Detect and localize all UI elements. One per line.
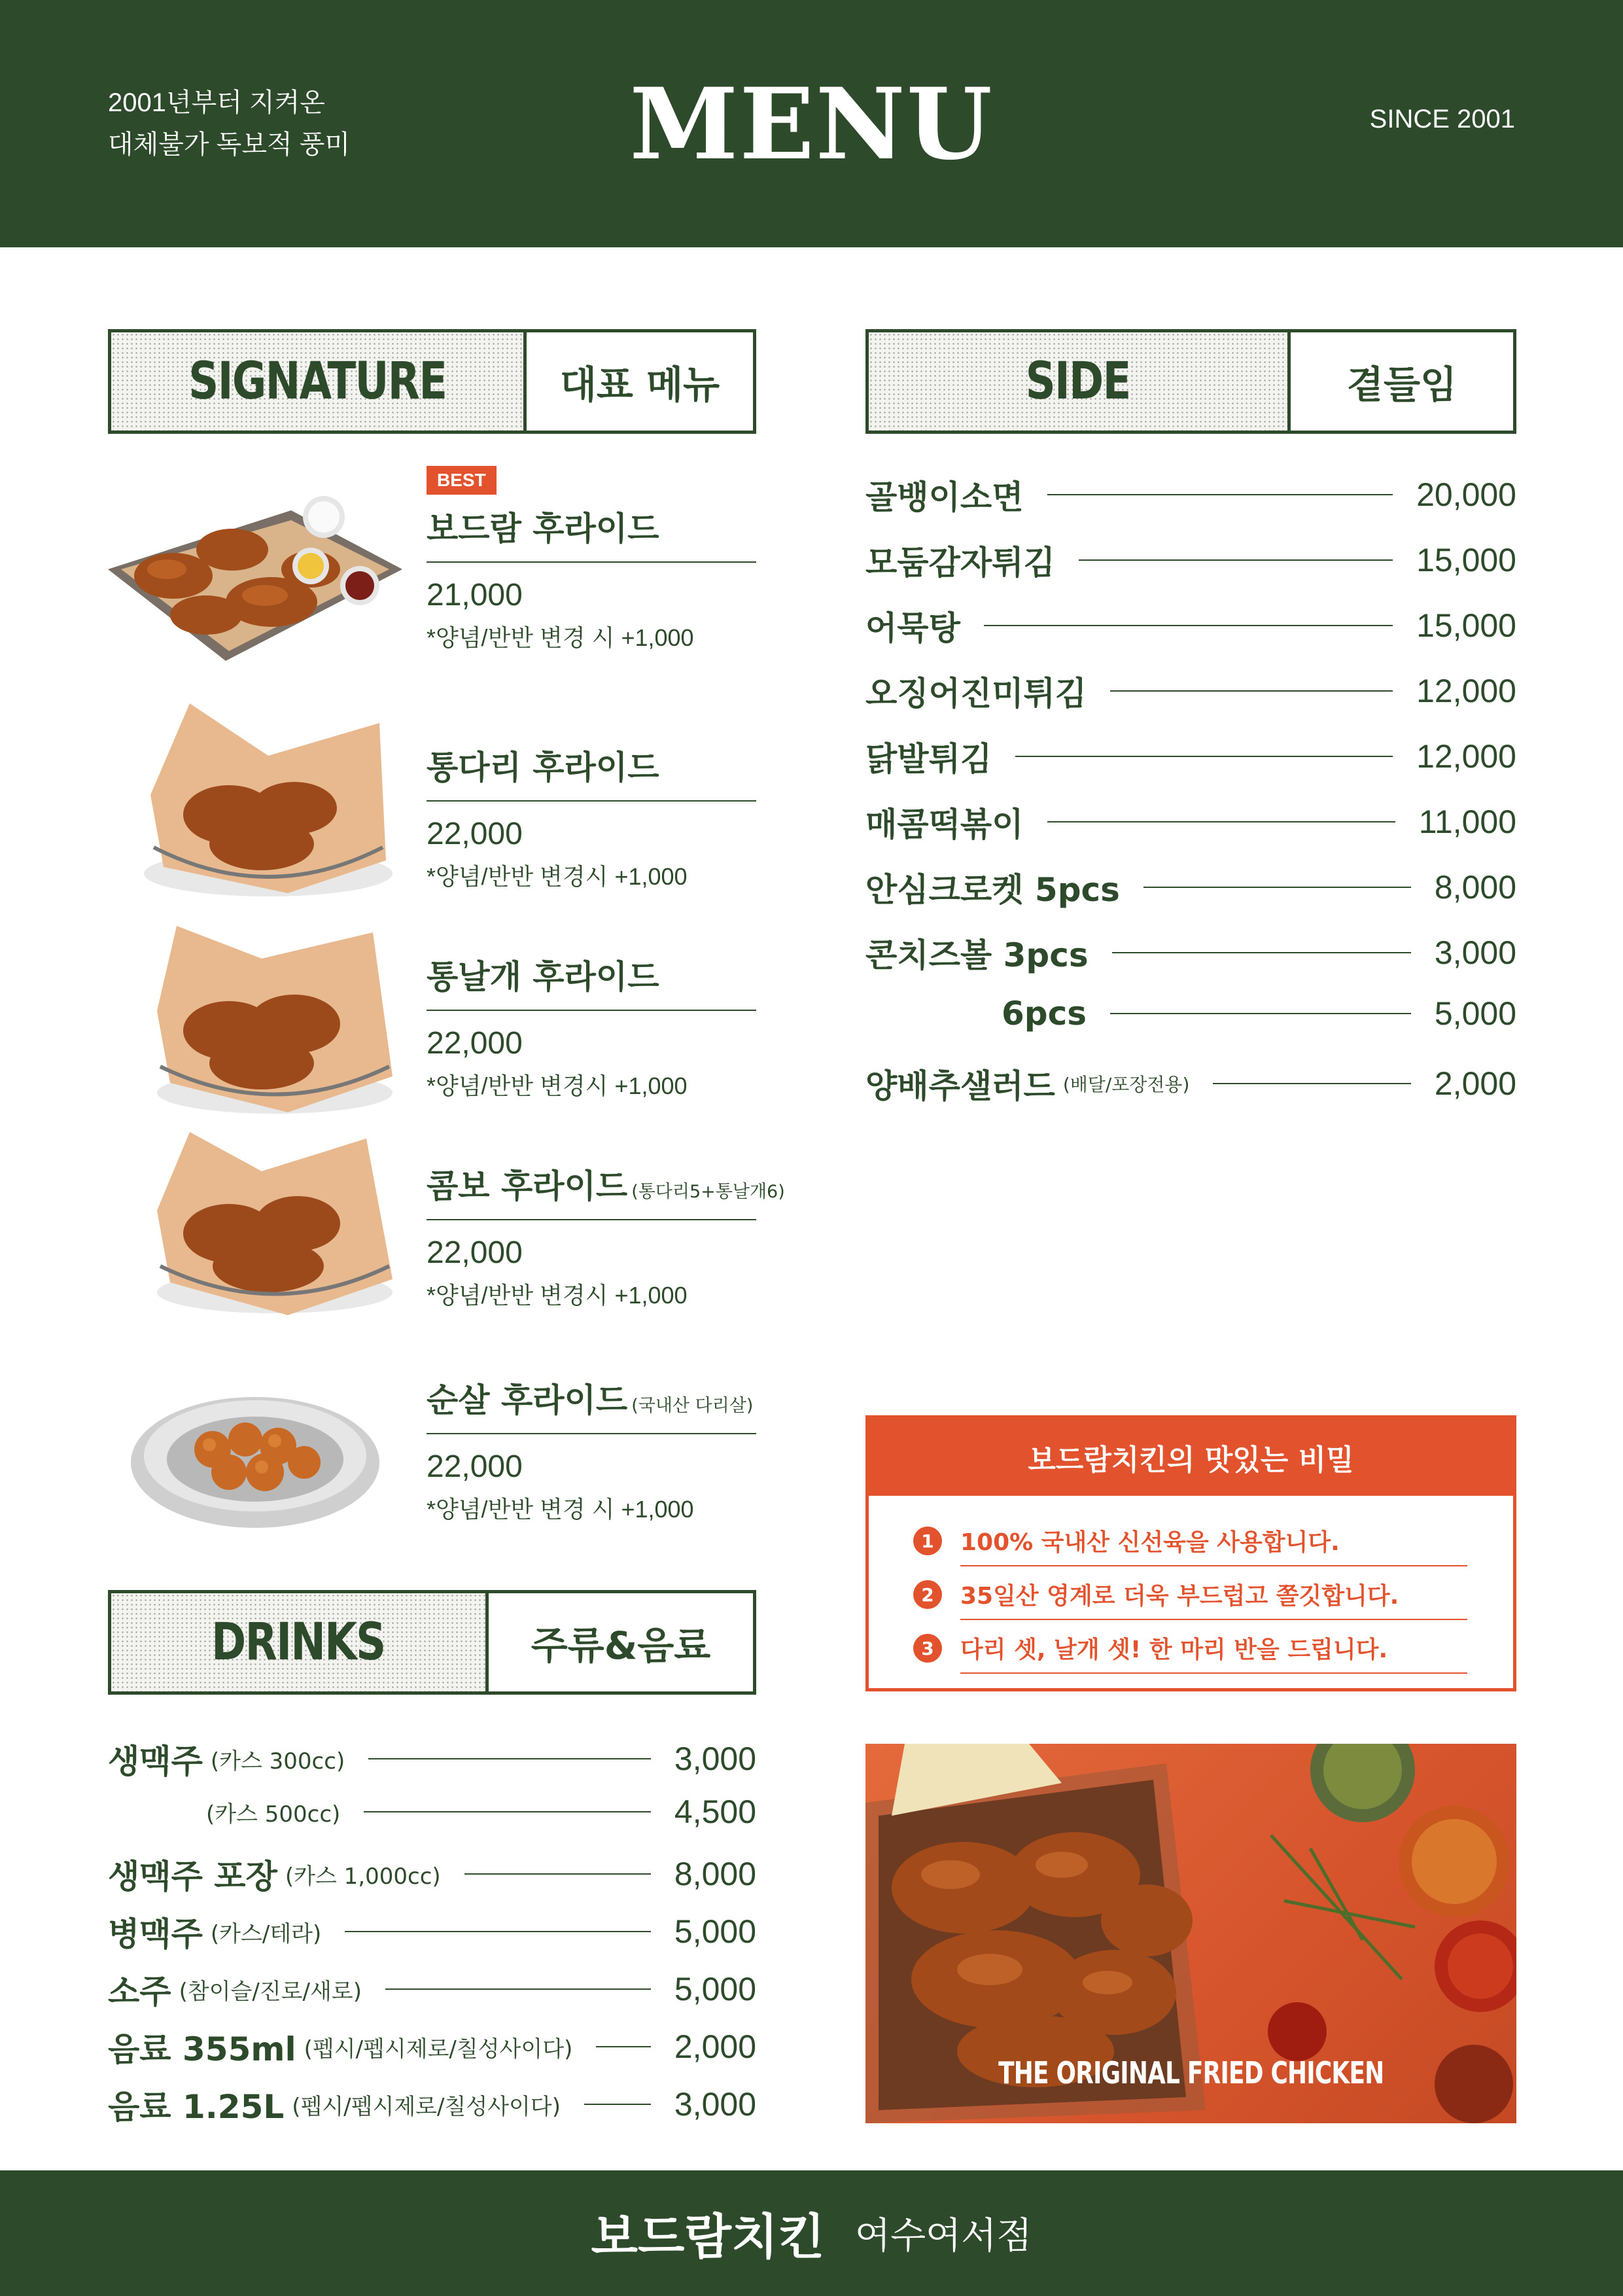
best-badge: BEST <box>427 466 497 495</box>
side-price: 15,000 <box>1416 542 1516 578</box>
drink-sub: (카스 500cc) <box>206 1801 341 1828</box>
secret-text: 35일산 영계로 더욱 부드럽고 쫄깃합니다. <box>960 1570 1467 1620</box>
side-name: 양배추샐러드 <box>865 1067 1055 1105</box>
secret-text: 다리 셋, 날개 셋! 한 마리 반을 드립니다. <box>960 1623 1467 1674</box>
side-row <box>865 667 1516 715</box>
side-name: 콘치즈볼 3pcs <box>865 936 1089 974</box>
signature-title-ko: 대표 메뉴 <box>559 362 720 407</box>
drinks-section-header <box>108 1590 756 1695</box>
number-badge: 1 <box>913 1527 942 1555</box>
side-name: 어묵탕 <box>865 609 960 647</box>
leader-line <box>1213 1083 1410 1084</box>
side-row <box>865 1060 1516 1107</box>
item-name: 통날개 후라이드 <box>427 958 659 996</box>
drink-row <box>108 1735 756 1782</box>
leader-line <box>368 1758 651 1759</box>
drink-sub: (펩시/펩시제로/칠성사이다) <box>304 2036 573 2062</box>
drink-price: 3,000 <box>674 2086 756 2123</box>
drink-name: 소주 <box>108 1973 171 2011</box>
drink-price: 3,000 <box>674 1740 756 1777</box>
menu-item-name <box>427 1374 756 1434</box>
drink-name: 음료 1.25L <box>108 2088 285 2126</box>
drink-sub: (참이슬/진로/새로) <box>179 1978 362 2005</box>
item-extra-note: *양념/반반 변경시 +1,000 <box>427 863 688 890</box>
boneless-chicken-bowl-photo <box>128 1374 383 1538</box>
drink-price: 2,000 <box>674 2028 756 2065</box>
side-sub: (배달/포장전용) <box>1062 1074 1190 1095</box>
side-price: 11,000 <box>1418 804 1516 840</box>
leader-line <box>1047 821 1395 822</box>
side-row <box>865 929 1516 976</box>
side-price: 2,000 <box>1434 1065 1516 1102</box>
side-row <box>865 798 1516 845</box>
secret-item <box>913 1514 1467 1568</box>
secret-text: 100% 국내산 신선육을 사용합니다. <box>960 1516 1467 1566</box>
secret-item <box>913 1621 1467 1675</box>
leader-line <box>984 625 1393 626</box>
side-name: 안심크로켓 5pcs <box>865 871 1120 909</box>
leader-line <box>464 1873 651 1875</box>
side-name: 6pcs <box>1002 995 1087 1033</box>
footer-bar <box>0 2170 1623 2296</box>
side-row <box>865 471 1516 518</box>
leader-line <box>1143 887 1411 888</box>
fried-chicken-basket-photo-1 <box>118 697 412 906</box>
since-label: SINCE 2001 <box>1369 105 1515 133</box>
signature-item-3 <box>427 951 756 1101</box>
fried-chicken-basket-photo-3 <box>131 1125 412 1322</box>
menu-item-name <box>427 951 756 1011</box>
item-extra-note: *양념/반반 변경시 +1,000 <box>427 1282 688 1309</box>
side-row <box>865 733 1516 780</box>
drink-name: 생맥주 <box>108 1742 203 1780</box>
side-price: 12,000 <box>1416 673 1516 709</box>
item-price: 21,000 <box>427 578 523 612</box>
drinks-title-en: DRINKS <box>111 1593 489 1691</box>
menu-item-name <box>427 503 756 563</box>
leader-line <box>1047 494 1393 495</box>
brand-name: 보드람치킨 <box>591 2209 825 2265</box>
side-title-ko: 곁들임 <box>1346 362 1457 407</box>
signature-item-4 <box>427 1160 785 1311</box>
drink-name: 생맥주 포장 <box>108 1858 277 1896</box>
side-name: 모둠감자튀김 <box>865 544 1055 582</box>
item-price: 22,000 <box>427 1449 523 1484</box>
signature-item-1 <box>427 466 756 653</box>
item-extra-note: *양념/반반 변경 시 +1,000 <box>427 1496 694 1523</box>
secret-box <box>865 1415 1516 1691</box>
item-extra-note: *양념/반반 변경 시 +1,000 <box>427 624 694 651</box>
drink-row <box>108 1793 756 1831</box>
number-badge: 2 <box>913 1580 942 1609</box>
item-price: 22,000 <box>427 817 523 851</box>
fried-chicken-hero-photo <box>865 1744 1516 2123</box>
item-name: 보드람 후라이드 <box>427 510 659 548</box>
drink-row <box>108 1966 756 2013</box>
side-name: 닭발튀김 <box>865 740 992 778</box>
menu-item-name <box>427 1160 785 1220</box>
side-row <box>865 537 1516 584</box>
signature-item-2 <box>427 741 756 892</box>
tagline-line-2: 대체불가 독보적 풍미 <box>108 130 350 159</box>
side-section-header <box>865 329 1516 434</box>
item-name: 통다리 후라이드 <box>427 749 659 786</box>
side-price: 20,000 <box>1416 476 1516 513</box>
leader-line <box>584 2104 651 2105</box>
drink-sub: (펩시/펩시제로/칠성사이다) <box>292 2093 561 2120</box>
side-price: 15,000 <box>1416 607 1516 644</box>
side-price: 8,000 <box>1434 869 1516 906</box>
leader-line <box>1110 690 1393 692</box>
drink-price: 8,000 <box>674 1856 756 1892</box>
drink-price: 5,000 <box>674 1971 756 2007</box>
leader-line <box>1015 756 1393 757</box>
side-price: 3,000 <box>1434 934 1516 971</box>
branch-name: 여수여서점 <box>854 2215 1032 2257</box>
leader-line <box>364 1811 651 1812</box>
item-name-note: (통다리5+통날개6) <box>631 1182 785 1202</box>
drink-row <box>108 1850 756 1898</box>
drink-name: 음료 355ml <box>108 2030 296 2068</box>
leader-line <box>596 2046 651 2047</box>
photo-caption: THE ORIGINAL FRIED CHICKEN <box>998 2055 1384 2091</box>
leader-line <box>1112 952 1411 953</box>
drinks-title-ko: 주류&음료 <box>531 1623 711 1668</box>
side-price: 12,000 <box>1416 738 1516 775</box>
drink-row <box>108 2023 756 2070</box>
page-title: MENU <box>629 67 994 182</box>
menu-item-name <box>427 741 756 802</box>
item-price: 22,000 <box>427 1026 523 1061</box>
item-name: 콤보 후라이드 <box>427 1167 628 1205</box>
side-title-en: SIDE <box>869 332 1291 431</box>
drink-sub: (카스 300cc) <box>210 1748 345 1775</box>
signature-title-en: SIGNATURE <box>111 332 527 431</box>
drink-row <box>108 1908 756 1955</box>
item-name: 순살 후라이드 <box>427 1381 628 1419</box>
secret-list <box>869 1496 1513 1675</box>
secret-title: 보드람치킨의 맛있는 비밀 <box>869 1419 1513 1496</box>
fried-chicken-basket-photo-2 <box>131 919 412 1122</box>
signature-section-header <box>108 329 756 434</box>
side-row <box>865 864 1516 911</box>
leader-line <box>1079 559 1393 561</box>
item-price: 22,000 <box>427 1235 523 1270</box>
tagline-line-1: 2001년부터 지켜온 <box>108 88 325 117</box>
fried-chicken-tray-photo <box>95 471 409 667</box>
signature-item-5 <box>427 1374 756 1525</box>
side-name: 오징어진미튀김 <box>865 675 1087 713</box>
secret-item <box>913 1568 1467 1621</box>
item-extra-note: *양념/반반 변경시 +1,000 <box>427 1072 688 1099</box>
drink-price: 4,500 <box>674 1793 756 1830</box>
side-name: 골뱅이소면 <box>865 478 1024 516</box>
leader-line <box>1110 1013 1411 1014</box>
leader-line <box>345 1931 651 1932</box>
side-price: 5,000 <box>1434 995 1516 1032</box>
leader-line <box>385 1988 651 1990</box>
drink-price: 5,000 <box>674 1913 756 1950</box>
item-name-note: (국내산 다리살) <box>631 1396 754 1416</box>
side-row <box>865 995 1516 1033</box>
drink-row <box>108 2081 756 2128</box>
drink-name: 병맥주 <box>108 1915 203 1953</box>
side-row <box>865 602 1516 649</box>
number-badge: 3 <box>913 1634 942 1663</box>
header-bar <box>0 0 1623 247</box>
side-name: 매콤떡볶이 <box>865 805 1024 843</box>
drink-sub: (카스 1,000cc) <box>285 1863 441 1890</box>
drink-sub: (카스/테라) <box>210 1920 322 1947</box>
